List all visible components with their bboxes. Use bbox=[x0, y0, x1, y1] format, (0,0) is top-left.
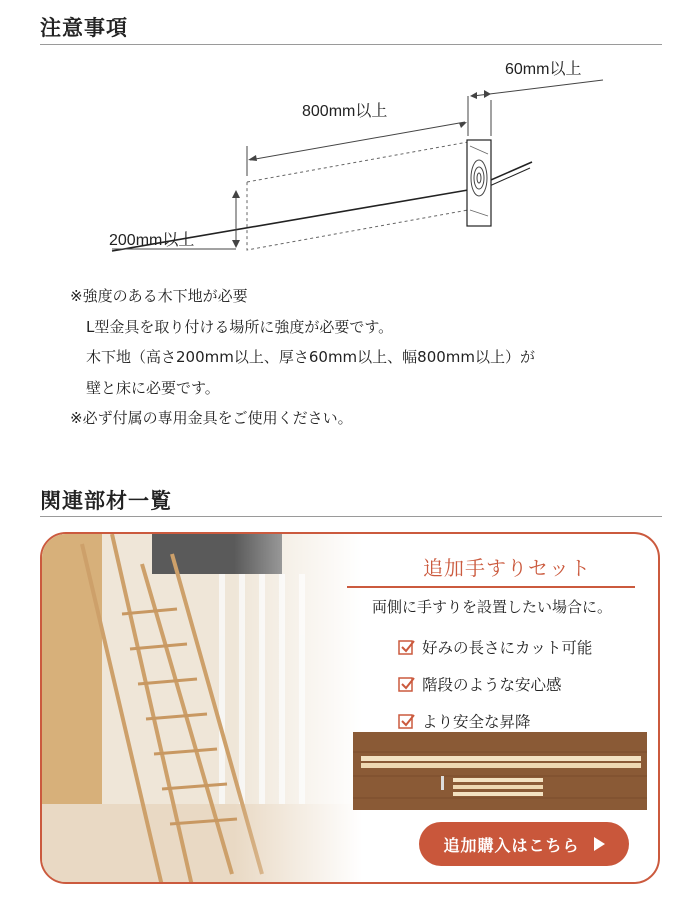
note-line: ※強度のある木下地が必要 bbox=[70, 287, 248, 305]
ladder-room-photo bbox=[42, 534, 362, 884]
checkbox-check-icon bbox=[398, 638, 416, 656]
play-triangle-icon bbox=[594, 837, 605, 851]
related-section-title: 関連部材一覧 bbox=[40, 489, 172, 513]
note-line: 壁と床に必要です。 bbox=[86, 378, 220, 397]
diagram-wood-block bbox=[467, 140, 491, 226]
buy-button-label: 追加購入はこちら bbox=[443, 835, 580, 855]
diagram-depth-dimension bbox=[250, 122, 465, 160]
feature-item bbox=[398, 665, 592, 702]
feature-label: 好みの長さにカット可能 bbox=[422, 638, 593, 657]
mounting-diagram bbox=[0, 50, 700, 280]
notice-section-title: 注意事項 bbox=[40, 16, 128, 40]
feature-label: より安全な昇降 bbox=[422, 712, 531, 731]
feature-list bbox=[398, 628, 592, 739]
product-lead: 両側に手すりを設置したい場合に。 bbox=[371, 598, 612, 616]
note-line: ※必ず付属の専用金具をご使用ください。 bbox=[70, 409, 353, 427]
feature-item bbox=[398, 628, 592, 665]
diagram-depth-label: 800mm以上 bbox=[302, 103, 388, 120]
product-title-rule bbox=[347, 586, 635, 588]
product-title: 追加手すりセット bbox=[423, 556, 591, 580]
handrail-parts-photo bbox=[353, 732, 647, 810]
note-line: L型金具を取り付ける場所に強度が必要です。 bbox=[86, 317, 394, 336]
buy-additional-button[interactable] bbox=[419, 822, 629, 866]
checkbox-check-icon bbox=[398, 712, 416, 730]
note-line: 木下地（高さ200mm以上、厚さ60mm以上、幅800mm以上）が bbox=[86, 348, 536, 366]
feature-label: 階段のような安心感 bbox=[422, 675, 562, 694]
notice-title-rule bbox=[40, 44, 662, 45]
notice-notes bbox=[70, 281, 535, 434]
checkbox-check-icon bbox=[398, 675, 416, 693]
diagram-thickness-dimension bbox=[473, 80, 603, 96]
diagram-thickness-label: 60mm以上 bbox=[505, 61, 582, 78]
product-card bbox=[40, 532, 660, 884]
diagram-height-label: 200mm以上 bbox=[109, 232, 195, 249]
related-title-rule bbox=[40, 516, 662, 517]
